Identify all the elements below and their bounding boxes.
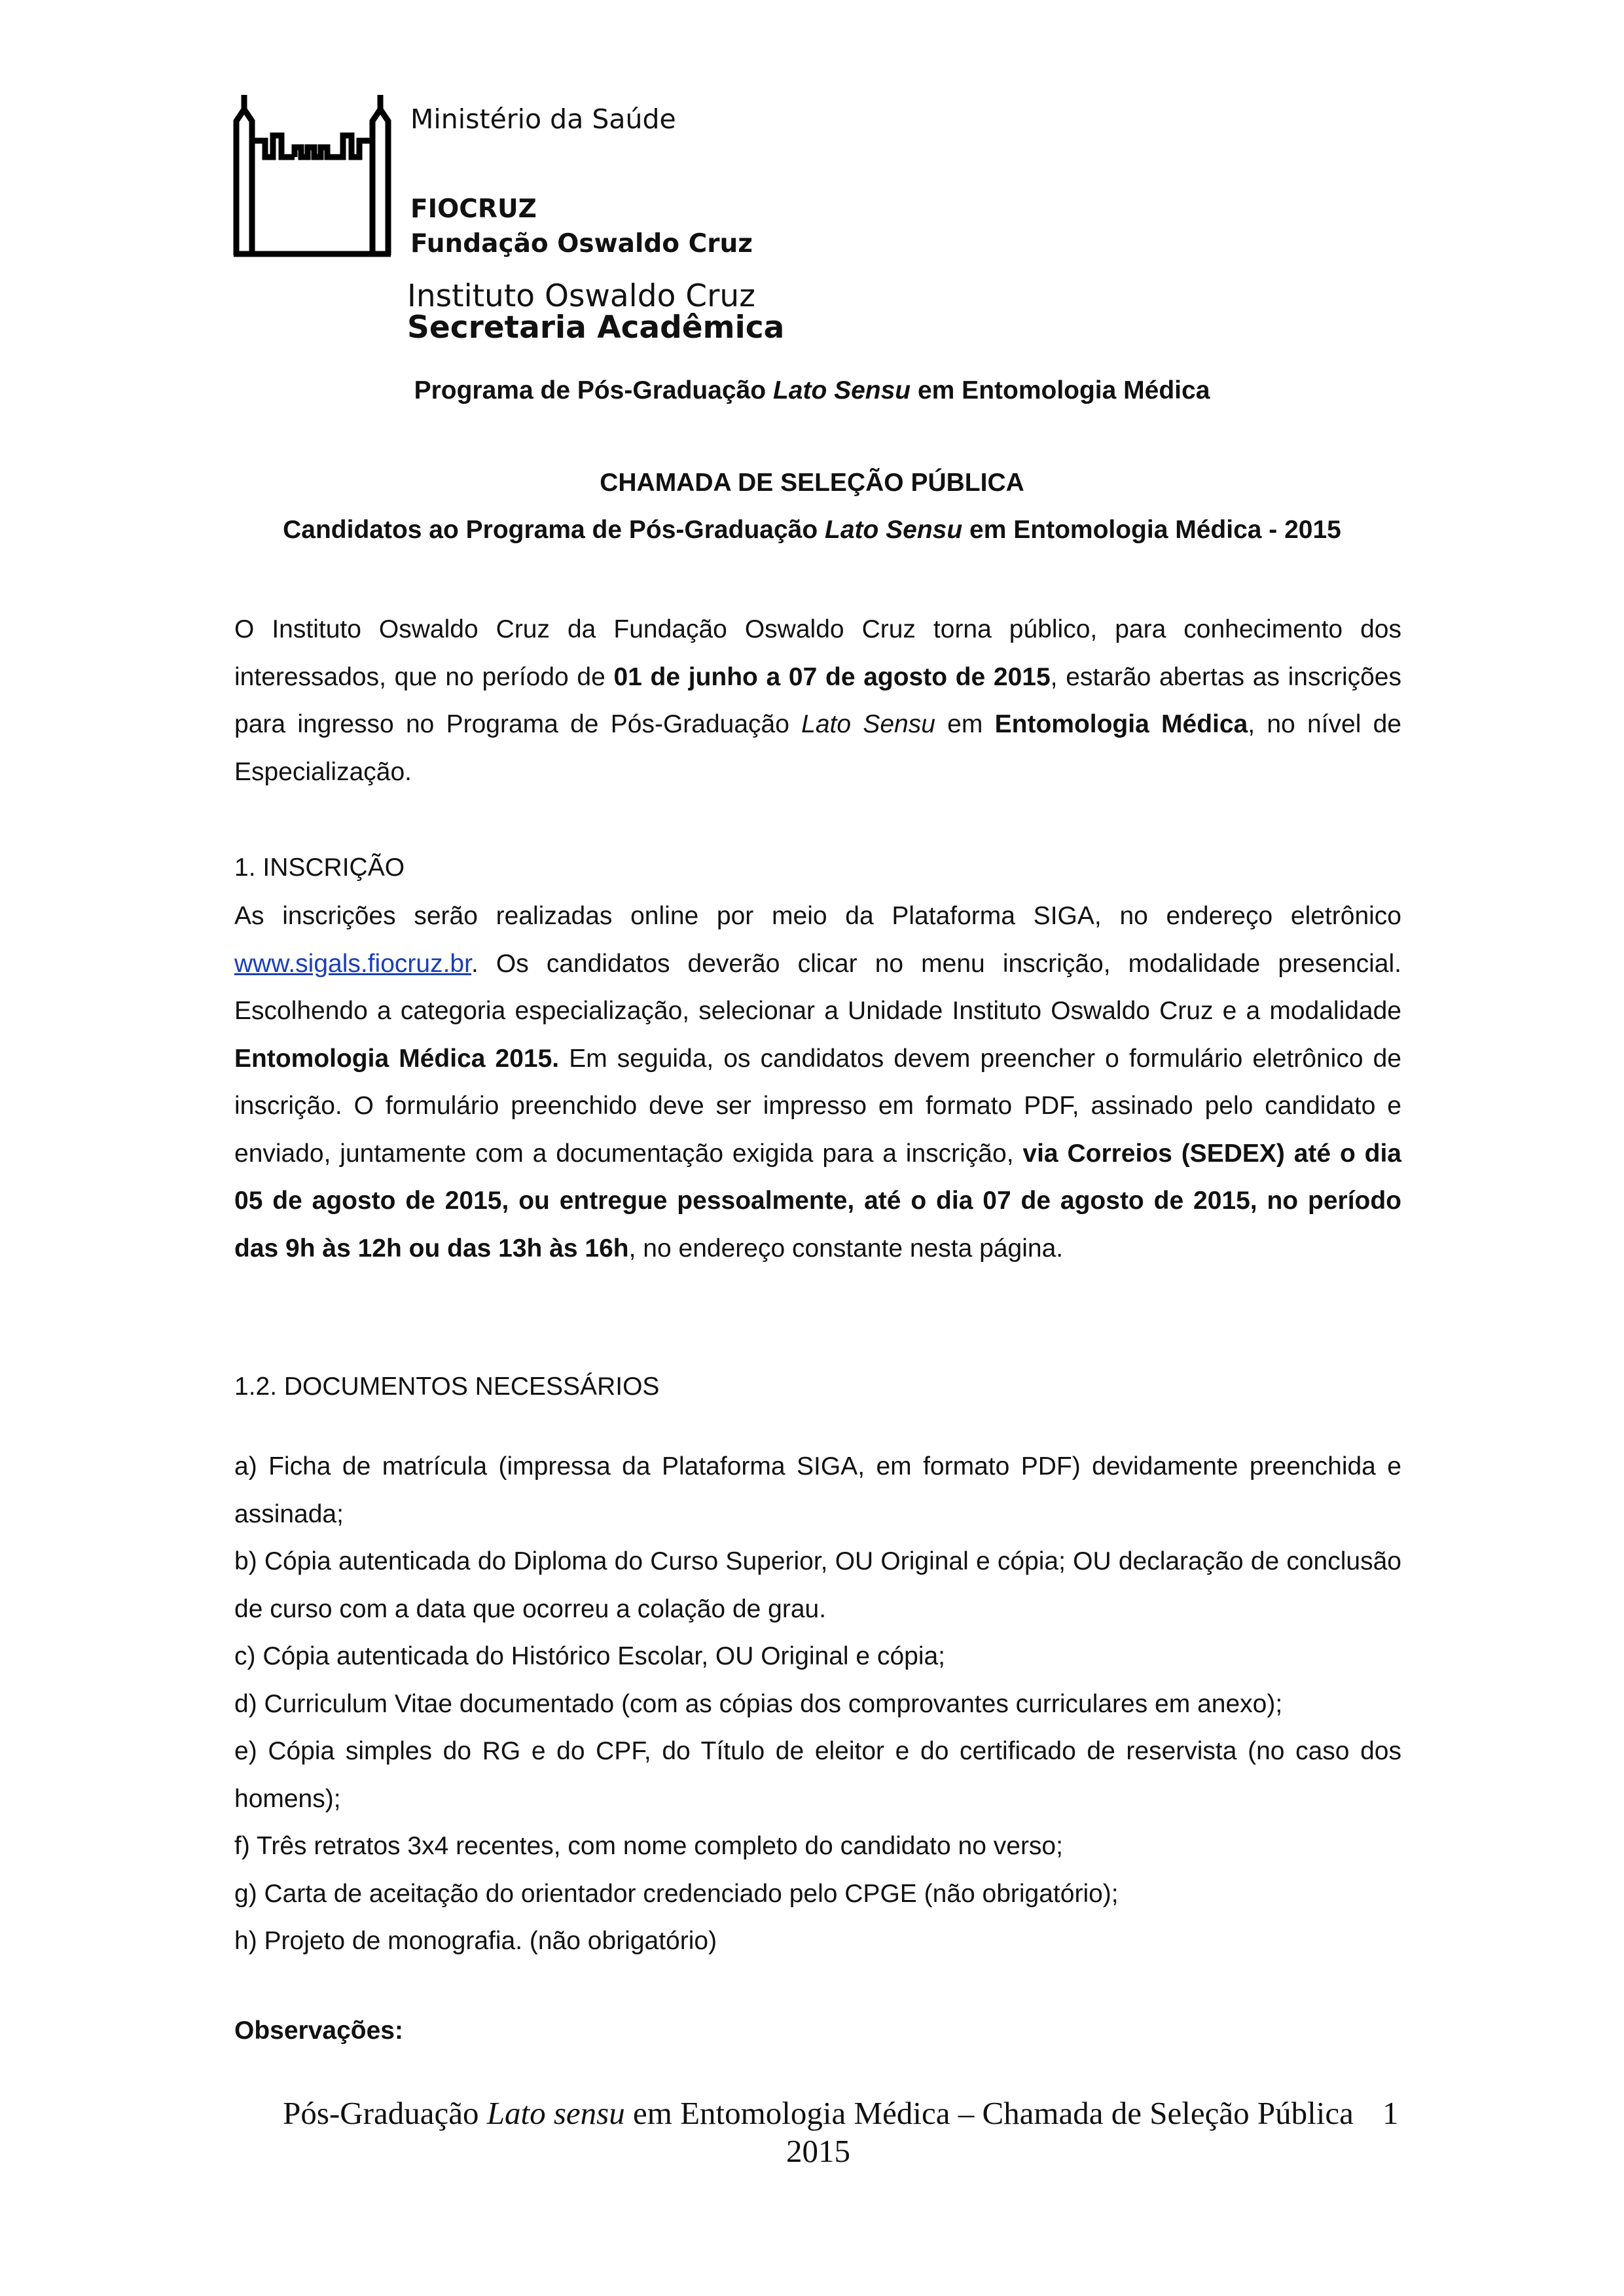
program-heading-italic: Lato Sensu <box>772 376 911 404</box>
siga-link[interactable]: www.sigals.fiocruz.br <box>234 949 471 978</box>
section-1-text-4: , no endereço constante nesta página. <box>628 1234 1064 1263</box>
section-1-text-1: As inscrições serão realizadas online por meio da Plataforma SIGA, no endereço eletrônico <box>234 902 1401 930</box>
intro-text-1: O Instituto Oswaldo Cruz da Fundação Oswaldo Cruz torna público, para conhecimento dos interessados, que no período de <box>234 615 1401 691</box>
document-item: c) Cópia autenticada do Histórico Escolar, OU Original e cópia; <box>234 1642 946 1670</box>
footer-year: 2015 <box>786 2133 850 2169</box>
intro-text-2: , estarão abertas as inscrições para ingresso no Programa de Pós-Graduação <box>234 662 1401 738</box>
section-1-2-title: 1.2. DOCUMENTOS NECESSÁRIOS <box>234 1372 660 1401</box>
page-footer <box>236 2094 1401 2170</box>
section-1-text-2: . Os candidatos deverão clicar no menu inscrição, modalidade presencial. Escolhendo a categoria especialização, selecionar a Unidade Instituto Oswaldo Cruz e a modalidade <box>234 949 1401 1025</box>
institute-label: Instituto Oswaldo Cruz <box>407 278 755 314</box>
intro-lato-sensu: Lato Sensu <box>801 710 935 738</box>
program-heading <box>0 376 1624 405</box>
program-heading-pre: Programa de Pós-Graduação <box>414 376 773 404</box>
call-subtitle-post: em Entomologia Médica - 2015 <box>962 516 1341 544</box>
page-number: 1 <box>1382 2095 1399 2131</box>
section-1-modality: Entomologia Médica 2015. <box>234 1044 560 1073</box>
section-1-paragraph <box>234 893 1401 1272</box>
document-item: h) Projeto de monografia. (não obrigatório) <box>234 1927 717 1955</box>
section-1-text-3: Em seguida, os candidatos devem preencher o formulário eletrônico de inscrição. O formulário preenchido deve ser impresso em formato PDF, assinado pelo candidato e enviado, juntamente com a documentação exigida para a inscrição, <box>234 1044 1401 1168</box>
document-item: b) Cópia autenticada do Diploma do Curso Superior, OU Original e cópia; OU declaração de conclusão de curso com a data que ocorreu a colação de grau. <box>234 1547 1401 1623</box>
document-item: g) Carta de aceitação do orientador credenciado pelo CPGE (não obrigatório); <box>234 1879 1119 1908</box>
call-subtitle-italic: Lato Sensu <box>825 516 963 544</box>
intro-text-3: em <box>935 710 995 738</box>
intro-paragraph <box>234 606 1401 796</box>
fiocruz-label: FIOCRUZ <box>410 194 537 224</box>
fundacao-label: Fundação Oswaldo Cruz <box>410 229 753 259</box>
footer-pre: Pós-Graduação <box>283 2095 487 2131</box>
fiocruz-castle-logo <box>232 95 393 257</box>
section-1-deadlines: via Correios (SEDEX) até o dia 05 de agosto de 2015, ou entregue pessoalmente, até o dia 07 de agosto de 2015, no período das 9h às 12h ou das 13h às 16h <box>234 1139 1401 1263</box>
footer-post: em Entomologia Médica – Chamada de Seleção Pública <box>624 2095 1354 2131</box>
ministry-label: Ministério da Saúde <box>410 103 676 135</box>
document-item: e) Cópia simples do RG e do CPF, do Título de eleitor e do certificado de reservista (no caso dos homens); <box>234 1737 1401 1813</box>
documents-list <box>234 1443 1401 1965</box>
secretaria-label: Secretaria Acadêmica <box>407 310 785 346</box>
intro-period: 01 de junho a 07 de agosto de 2015 <box>613 662 1051 691</box>
intro-program-name: Entomologia Médica <box>994 710 1248 738</box>
program-heading-post: em Entomologia Médica <box>911 376 1210 404</box>
document-item: f) Três retratos 3x4 recentes, com nome completo do candidato no verso; <box>234 1832 1063 1860</box>
call-title: CHAMADA DE SELEÇÃO PÚBLICA <box>600 469 1024 497</box>
call-subtitle-pre: Candidatos ao Programa de Pós-Graduação <box>283 516 825 544</box>
section-1-title: 1. INSCRIÇÃO <box>234 853 405 882</box>
document-item: a) Ficha de matrícula (impressa da Plataforma SIGA, em formato PDF) devidamente preenchida e assinada; <box>234 1452 1401 1528</box>
intro-text-4: , no nível de Especialização. <box>234 710 1401 786</box>
document-item: d) Curriculum Vitae documentado (com as cópias dos comprovantes curriculares em anexo); <box>234 1689 1283 1718</box>
observations-heading: Observações: <box>234 2017 403 2045</box>
footer-italic: Lato sensu <box>486 2095 625 2131</box>
call-subtitle <box>0 516 1624 545</box>
footer-title <box>236 2094 1401 2132</box>
